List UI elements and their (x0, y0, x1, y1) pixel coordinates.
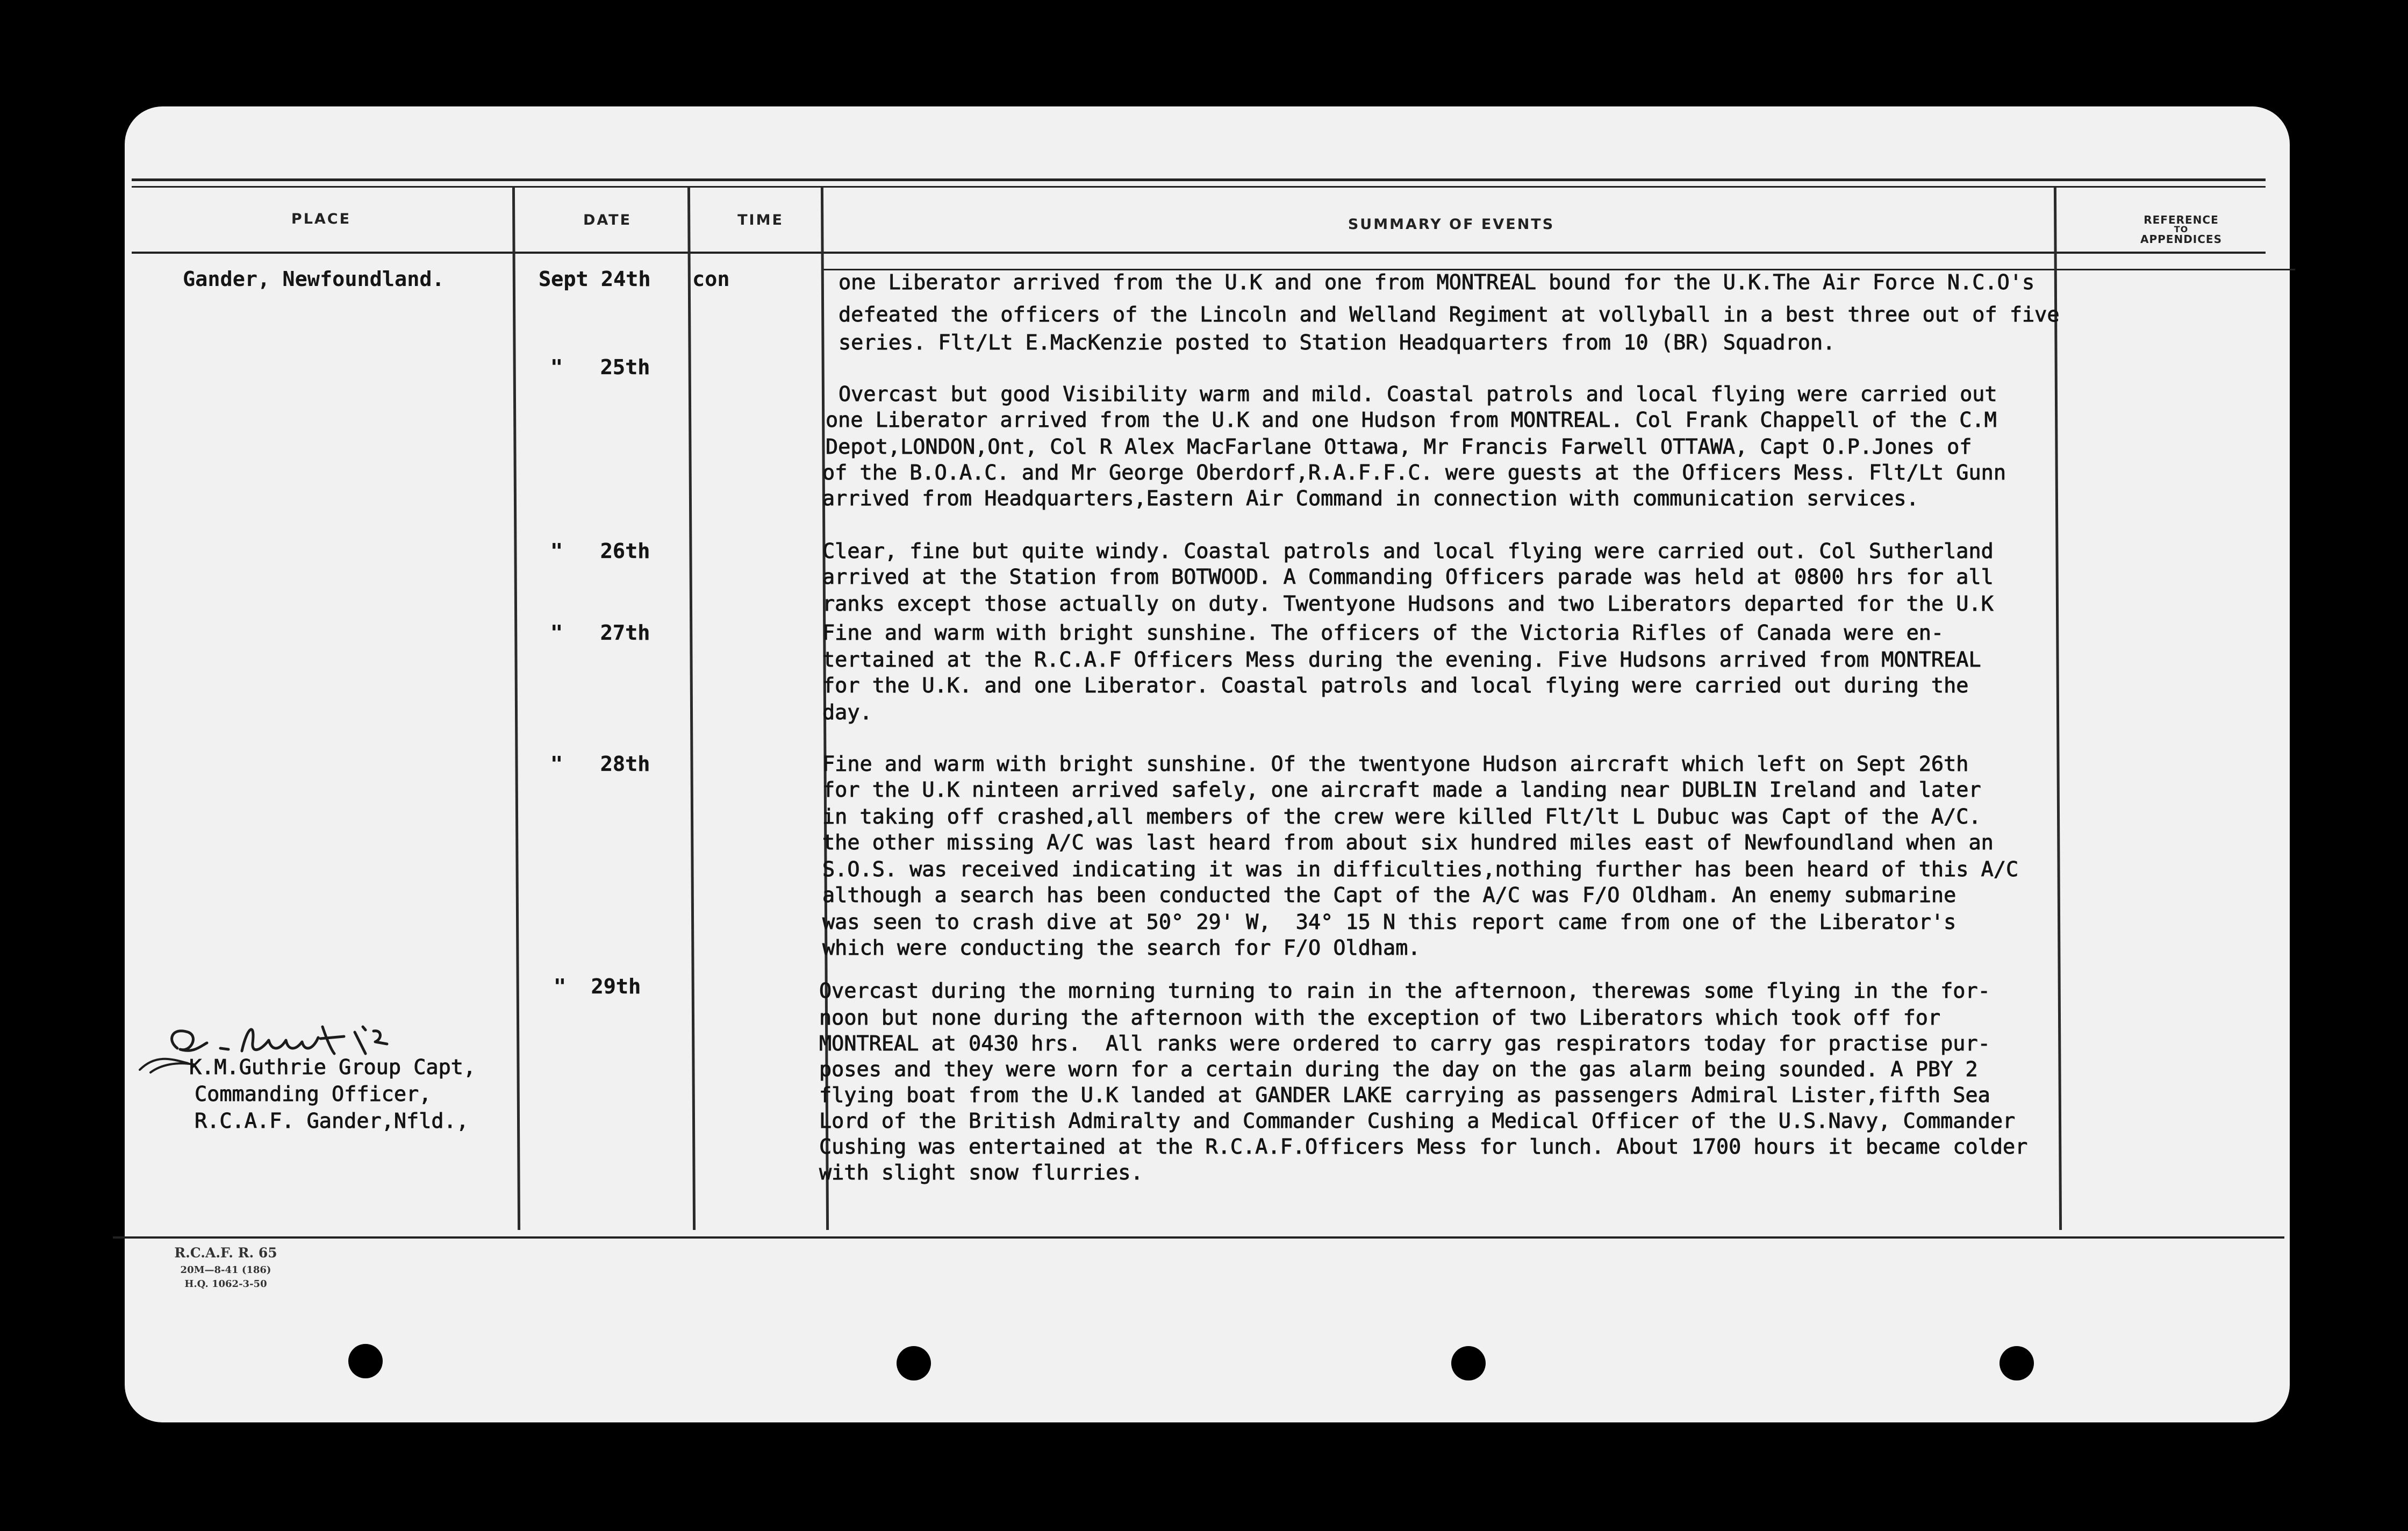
entry-date: " 25th (550, 355, 650, 380)
reference-header-line: TO (2174, 224, 2189, 234)
punch-hole (1451, 1346, 1486, 1380)
column-header-time: TIME (737, 212, 784, 228)
top-border-inner (132, 186, 2266, 188)
summary-line: for the U.K. and one Liberator. Coastal patrols and local flying were carried out during the (822, 674, 1969, 698)
summary-line: was seen to crash dive at 50° 29' W, 34° 15 N this report came from one of the Liberator's (822, 910, 1956, 934)
form-id-line: H.Q. 1062-3-50 (184, 1278, 267, 1290)
summary-line: one Liberator arrived from the U.K and one from MONTREAL bound for the U.K.The Air Force N.C.O's (838, 270, 2035, 295)
entry-date: Sept 24th (539, 267, 651, 291)
signatory-unit: R.C.A.F. Gander,Nfld., (195, 1109, 469, 1133)
summary-line: ranks except those actually on duty. Twentyone Hudsons and two Liberators departed for the U.K (822, 592, 1994, 616)
entry-date: " 28th (550, 752, 650, 776)
reference-header-line: REFERENCE (2144, 213, 2219, 226)
punch-hole (897, 1346, 931, 1380)
summary-line: series. Flt/Lt E.MacKenzie posted to Station Headquarters from 10 (BR) Squadron. (838, 331, 1836, 355)
summary-line: Clear, fine but quite windy. Coastal patrols and local flying were carried out. Col Sutherland (822, 539, 1994, 563)
summary-line: for the U.K ninteen arrived safely, one aircraft made a landing near DUBLIN Ireland and later (822, 778, 1981, 802)
summary-line: Depot,LONDON,Ont, Col R Alex MacFarlane Ottawa, Mr Francis Farwell OTTAWA, Capt O.P.Jones of (826, 435, 1972, 459)
summary-line: Overcast during the morning turning to rain in the afternoon, therewas some flying in the for- (819, 979, 1990, 1003)
summary-line: the other missing A/C was last heard from about six hundred miles east of Newfoundland when an (822, 831, 1994, 855)
column-header-summary: SUMMARY OF EVENTS (1348, 216, 1555, 233)
summary-line: Overcast but good Visibility warm and mild. Coastal patrols and local flying were carried out (838, 382, 1997, 406)
summary-line: arrived at the Station from BOTWOOD. A Commanding Officers parade was held at 0800 hrs for all (822, 565, 1994, 589)
summary-line: poses and they were worn for a certain during the day on the gas alarm being sounded. A PBY 2 (819, 1057, 1978, 1082)
form-id-title: R.C.A.F. R. 65 (174, 1245, 277, 1261)
column-header-place: PLACE (291, 211, 352, 227)
summary-line: one Liberator arrived from the U.K and one Hudson from MONTREAL. Col Frank Chappell of the C.M (826, 408, 1997, 432)
summary-line: Fine and warm with bright sunshine. Of the twentyone Hudson aircraft which left on Sept 26th (822, 752, 1969, 776)
summary-line: Fine and warm with bright sunshine. The officers of the Victoria Rifles of Canada were en- (822, 621, 1944, 645)
entry-date: " 29th (554, 975, 641, 999)
summary-line: of the B.O.A.C. and Mr George Oberdorf,R.A.F.F.C. were guests at the Officers Mess. Flt/Lt Gunn (822, 461, 2006, 485)
summary-line: arrived from Headquarters,Eastern Air Command in connection with communication services. (822, 487, 1919, 511)
time-note: con (692, 267, 730, 291)
punch-hole (2000, 1346, 2034, 1380)
summary-line: which were conducting the search for F/O Oldham. (822, 936, 1421, 960)
column-header-reference (2095, 214, 2267, 245)
entry-date: " 27th (550, 621, 650, 645)
summary-line: with slight snow flurries. (819, 1161, 1143, 1185)
summary-line: Cushing was entertained at the R.C.A.F.Officers Mess for lunch. About 1700 hours it became colder (819, 1135, 2028, 1159)
summary-line: Lord of the British Admiralty and Commander Cushing a Medical Officer of the U.S.Navy, Commander (819, 1109, 2016, 1133)
summary-line: MONTREAL at 0430 hrs. All ranks were ordered to carry gas respirators today for practise pur- (819, 1032, 1990, 1056)
signatory-name: K.M.Guthrie Group Capt, (189, 1055, 476, 1079)
entry-date: " 26th (550, 539, 650, 563)
header-divider (132, 252, 2266, 254)
summary-line: tertained at the R.C.A.F Officers Mess during the evening. Five Hudsons arrived from MONTREAL (822, 648, 1981, 672)
top-border (132, 178, 2266, 181)
summary-line: day. (822, 700, 872, 725)
summary-line: in taking off crashed,all members of the crew were killed Flt/lt L Dubuc was Capt of the A/C. (822, 805, 1981, 829)
form-id-line: 20M—8-41 (186) (180, 1264, 271, 1276)
summary-line: although a search has been conducted the Capt of the A/C was F/O Oldham. An enemy submarine (822, 883, 1956, 907)
signatory-title: Commanding Officer, (195, 1082, 432, 1106)
punch-hole (348, 1344, 383, 1378)
bottom-border (113, 1236, 2284, 1239)
place-name: Gander, Newfoundland. (183, 267, 445, 291)
summary-line: noon but none during the afternoon with the exception of two Liberators which took off for (819, 1006, 1941, 1030)
summary-line: flying boat from the U.K landed at GANDER LAKE carrying as passengers Admiral Lister,fifth Sea (819, 1083, 1990, 1107)
column-header-date: DATE (583, 212, 632, 228)
summary-line: S.O.S. was received indicating it was in difficulties,nothing further has been heard of this A/C (822, 857, 2019, 882)
summary-line: defeated the officers of the Lincoln and Welland Regiment at vollyball in a best three out of five (838, 303, 2060, 327)
reference-header-line: APPENDICES (2140, 233, 2222, 246)
